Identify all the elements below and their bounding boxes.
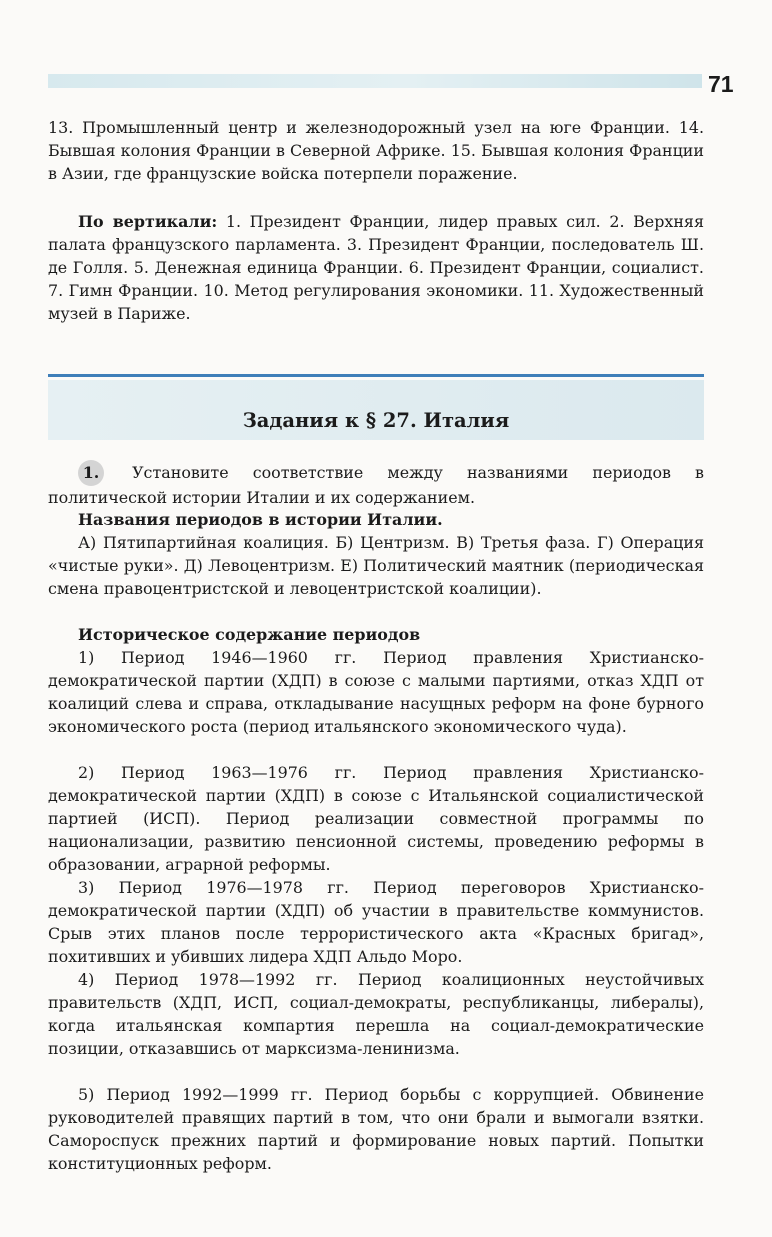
crossword-horizontal-clues: 13. Промышленный центр и железнодорожный узел на юге Франции. 14. Бывшая колония Франции в Северной Африке. 15. Бывшая колония Франции в Азии, где французские войска потерпели поражение.: [48, 118, 704, 183]
content-heading: Историческое содержание периодов: [78, 625, 421, 644]
period-5: 5) Период 1992—1999 гг. Период борьбы с коррупцией. Обвинение руководителей правящих партий в том, что они брали и вымогали взятки. Самороспуск прежних партий и формирование новых партий. Попытки конституционных реформ.: [48, 1085, 704, 1173]
period-4: 4) Период 1978—1992 гг. Период коалиционных неустойчивых правительств (ХДП, ИСП, социал-демократы, республиканцы, либералы), когда итальянская компартия перешла на социал-демократические позиции, отказавшись от марксизма-ленинизма.: [48, 970, 704, 1058]
names-heading: Названия периодов в истории Италии.: [78, 510, 443, 529]
period-3: 3) Период 1976—1978 гг. Период переговоров Христианско-демократической партии (ХДП) об участии в правительстве коммунистов. Срыв этих планов после террористического акта «Красных бригад», похитивших и убивших лидера ХДП Альдо Моро.: [48, 878, 704, 966]
task-number-badge: 1.: [78, 460, 104, 486]
vertical-label: По вертикали:: [78, 212, 218, 231]
page-number: 71: [708, 71, 734, 97]
section-title: Задания к § 27. Италия: [242, 409, 510, 432]
period-names: А) Пятипартийная коалиция. Б) Центризм. В) Третья фаза. Г) Операция «чистые руки». Д) Левоцентризм. Е) Политический маятник (периодическая смена правоцентристской и левоцентристской коалиции).: [48, 533, 704, 598]
header-band: [48, 74, 702, 88]
task-1-text: Установите соответствие между названиями периодов в политической истории Италии и их содержанием.: [48, 463, 704, 507]
period-1: 1) Период 1946—1960 гг. Период правления Христианско-демократической партии (ХДП) в союзе с малыми партиями, отказ ХДП от коалиций слева и справа, откладывание насущных реформ на фоне бурного экономического роста (период итальянского экономического чуда).: [48, 648, 704, 736]
period-2: 2) Период 1963—1976 гг. Период правления Христианско-демократической партии (ХДП) в союзе с Итальянской социалистической партией (ИСП). Период реализации совместной программы по национализации, развитию пенсионной системы, проведению реформы в образовании, аграрной реформы.: [48, 763, 704, 874]
task-1-intro: [48, 460, 704, 509]
section-divider: [48, 374, 704, 377]
crossword-vertical-clues: [48, 210, 704, 325]
vertical-text: 1. Президент Франции, лидер правых сил. 2. Верхняя палата французского парламента. 3. Президент Франции, последователь Ш. де Голля. 5. Денежная единица Франции. 6. Президент Франции, социалист. 7. Гимн Франции. 10. Метод регулирования экономики. 11. Художественный музей в Париже.: [48, 212, 704, 323]
